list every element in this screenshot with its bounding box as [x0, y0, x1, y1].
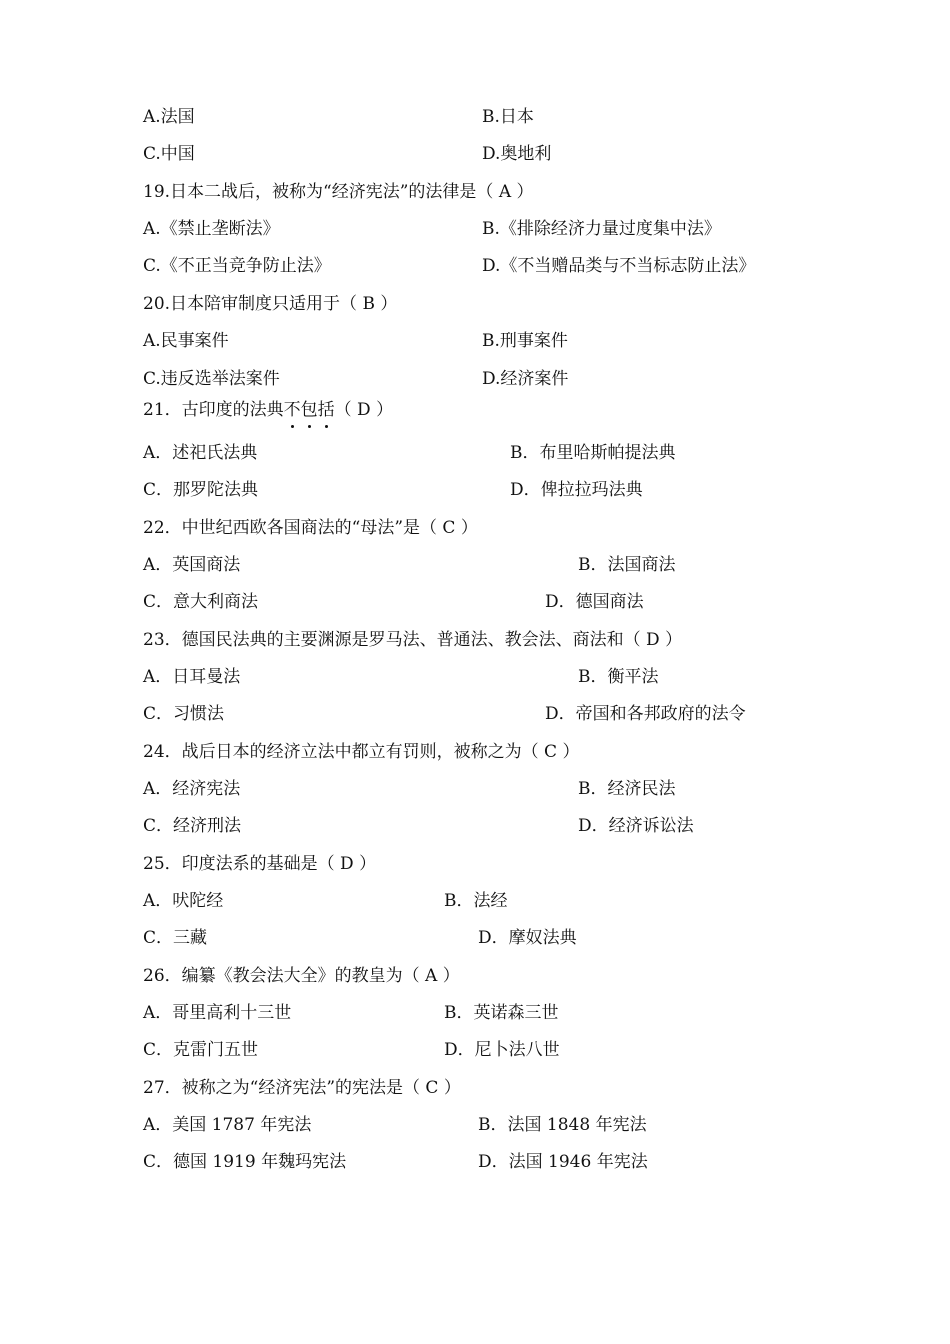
q26-question [0, 961, 950, 991]
q21-emphasis-char-1: 不 [284, 395, 301, 425]
q25-option-row-2 [0, 923, 950, 953]
q26-option-row-1 [0, 998, 950, 1028]
q23-option-c: C．习惯法 [143, 704, 225, 724]
q21-option-b: B．布里哈斯帕提法典 [510, 443, 676, 463]
q19-option-row-1 [0, 214, 950, 244]
q22-option-c: C．意大利商法 [143, 592, 259, 612]
q23-option-row-2 [0, 699, 950, 729]
q26-option-d: D．尼卜法八世 [444, 1040, 560, 1060]
q19-option-row-2 [0, 251, 950, 281]
q27-option-row-1 [0, 1110, 950, 1140]
q25-option-c: C．三藏 [143, 928, 208, 948]
q19-option-c: C.《不正当竞争防止法》 [143, 256, 331, 276]
q19-question [0, 177, 950, 207]
q22-option-d: D．德国商法 [545, 592, 644, 612]
q25-option-row-1 [0, 886, 950, 916]
q19-option-d: D.《不当赠品类与不当标志防止法》 [482, 256, 756, 276]
q21-emphasis-char-2: 包 [301, 395, 318, 425]
q18-option-b: B.日本 [482, 107, 534, 127]
q21-option-d: D．俾拉拉玛法典 [510, 480, 643, 500]
q26-option-row-2 [0, 1035, 950, 1065]
q20-option-row-1 [0, 326, 950, 356]
q25-option-b: B．法经 [444, 891, 508, 911]
q25-option-d: D．摩奴法典 [478, 928, 577, 948]
q24-option-a: A．经济宪法 [143, 779, 241, 799]
q20-question-text: 20.日本陪审制度只适用于（ B ） [143, 294, 398, 314]
q26-option-b: B．英诺森三世 [444, 1003, 559, 1023]
q18-option-a: A.法国 [143, 107, 195, 127]
q19-question-text: 19.日本二战后，被称为“经济宪法”的法律是（ A ） [143, 182, 534, 202]
q27-option-d: D．法国 1946 年宪法 [478, 1152, 648, 1172]
q22-question [0, 513, 950, 543]
q21-question [0, 395, 950, 425]
q21-option-row-2 [0, 475, 950, 505]
q25-question-text: 25．印度法系的基础是（ D ） [143, 854, 377, 874]
q18-option-c: C.中国 [143, 144, 195, 164]
q25-option-a: A．吠陀经 [143, 891, 224, 911]
q21-option-row-1 [0, 438, 950, 468]
q27-question-text: 27．被称之为“经济宪法”的宪法是（ C ） [143, 1078, 461, 1098]
q22-option-a: A．英国商法 [143, 555, 241, 575]
q18-option-row-1 [0, 102, 950, 132]
q19-option-b: B.《排除经济力量过度集中法》 [482, 219, 721, 239]
q24-option-c: C．经济刑法 [143, 816, 242, 836]
q22-question-text: 22．中世纪西欧各国商法的“母法”是（ C ） [143, 518, 478, 538]
q27-option-b: B．法国 1848 年宪法 [478, 1115, 647, 1135]
q20-option-c: C.违反选举法案件 [143, 369, 280, 389]
q21-option-c: C．那罗陀法典 [143, 480, 259, 500]
q21-question-before: 21．古印度的法典 [143, 400, 284, 420]
q27-option-a: A．美国 1787 年宪法 [143, 1115, 312, 1135]
q24-option-row-2 [0, 811, 950, 841]
q21-question-text [143, 395, 393, 425]
q26-option-c: C．克雷门五世 [143, 1040, 259, 1060]
q23-option-d: D．帝国和各邦政府的法令 [545, 704, 746, 724]
q20-option-b: B.刑事案件 [482, 331, 568, 351]
q24-option-row-1 [0, 774, 950, 804]
q19-option-a: A.《禁止垄断法》 [143, 219, 280, 239]
q22-option-row-2 [0, 587, 950, 617]
q25-question [0, 849, 950, 879]
q24-question [0, 737, 950, 767]
q22-option-b: B．法国商法 [578, 555, 676, 575]
q21-question-after: （ D ） [334, 400, 394, 420]
q24-option-b: B．经济民法 [578, 779, 676, 799]
q20-option-a: A.民事案件 [143, 331, 229, 351]
q22-option-row-1 [0, 550, 950, 580]
q27-option-c: C．德国 1919 年魏玛宪法 [143, 1152, 347, 1172]
q27-question [0, 1073, 950, 1103]
q21-emphasis-char-3: 括 [318, 395, 335, 425]
q20-option-row-2 [0, 364, 950, 394]
q21-option-a: A．述祀氏法典 [143, 443, 258, 463]
q23-option-row-1 [0, 662, 950, 692]
q23-question-text: 23．德国民法典的主要渊源是罗马法、普通法、教会法、商法和（ D ） [143, 630, 683, 650]
q24-question-text: 24．战后日本的经济立法中都立有罚则，被称之为（ C ） [143, 742, 580, 762]
q27-option-row-2 [0, 1147, 950, 1177]
q20-option-d: D.经济案件 [482, 369, 569, 389]
q26-option-a: A．哥里高利十三世 [143, 1003, 292, 1023]
q26-question-text: 26．编纂《教会法大全》的教皇为（ A ） [143, 966, 460, 986]
q23-question [0, 625, 950, 655]
q20-question [0, 289, 950, 319]
q24-option-d: D．经济诉讼法 [578, 816, 694, 836]
q23-option-b: B．衡平法 [578, 667, 659, 687]
q23-option-a: A．日耳曼法 [143, 667, 241, 687]
q18-option-d: D.奥地利 [482, 144, 552, 164]
q18-option-row-2 [0, 139, 950, 169]
